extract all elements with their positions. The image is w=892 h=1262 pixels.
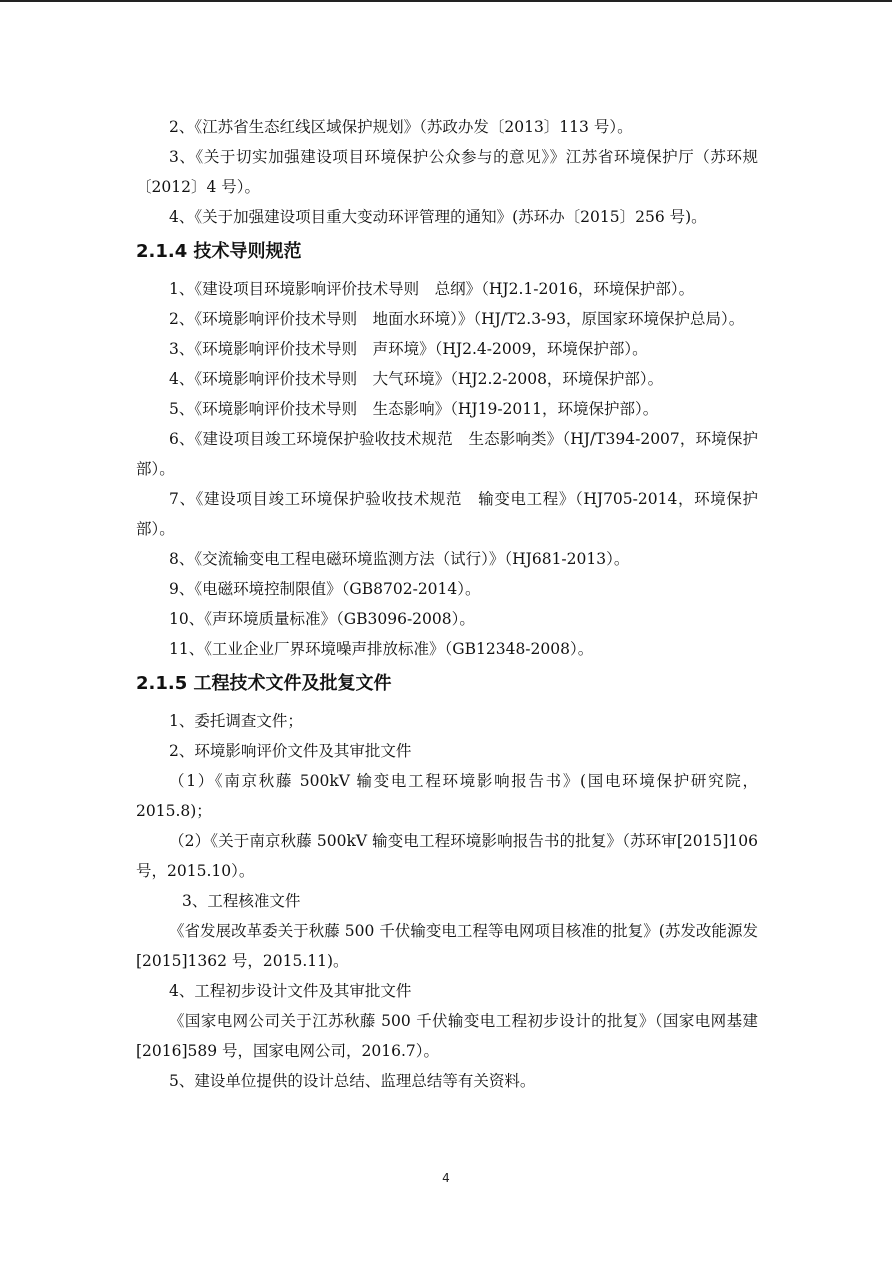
guideline-item-3: 3、《环境影响评价技术导则 声环境》（HJ2.4-2009，环境保护部）。 (169, 340, 648, 358)
guideline-item-9: 9、《电磁环境控制限值》（GB8702-2014）。 (169, 580, 481, 598)
tech-doc-p2: 2、环境影响评价文件及其审批文件 (169, 742, 412, 760)
tech-doc-p8: 《国家电网公司关于江苏秋藤 500 千伏输变电工程初步设计的批复》（国家电网基建[2016]589 号，国家电网公司，2016.7）。 (136, 1012, 758, 1060)
guideline-item-6: 6、《建设项目竣工环境保护验收技术规范 生态影响类》（HJ/T394-2007，环境保护部）。 (136, 430, 758, 478)
page-number: 4 (442, 1171, 450, 1185)
tech-doc-p7: 4、工程初步设计文件及其审批文件 (169, 982, 412, 1000)
tech-doc-p5: 3、工程核准文件 (182, 892, 301, 910)
tech-doc-p6: 《省发展改革委关于秋藤 500 千伏输变电工程等电网项目核准的批复》(苏发改能源发[2015]1362 号，2015.11)。 (136, 922, 758, 970)
reg-item-2: 2、《江苏省生态红线区域保护规划》（苏政办发〔2013〕113 号）。 (169, 118, 633, 136)
guideline-item-8: 8、《交流输变电工程电磁环境监测方法（试行）》（HJ681-2013）。 (169, 550, 630, 568)
top-rule (0, 0, 892, 2)
guideline-item-5: 5、《环境影响评价技术导则 生态影响》（HJ19-2011，环境保护部）。 (169, 400, 659, 418)
guideline-item-7: 7、《建设项目竣工环境保护验收技术规范 输变电工程》（HJ705-2014，环境保护部）。 (136, 490, 758, 538)
tech-doc-p3: （1）《南京秋藤 500kV 输变电工程环境影响报告书》(国电环境保护研究院，2015.8)； (136, 772, 758, 820)
reg-item-3: 3、《关于切实加强建设项目环境保护公众参与的意见》》江苏省环境保护厅（苏环规〔2012〕4 号）。 (136, 148, 758, 196)
document-page (136, 112, 758, 1096)
tech-doc-p1: 1、委托调查文件； (169, 712, 303, 730)
guideline-item-2: 2、《环境影响评价技术导则 地面水环境）》（HJ/T2.3-93，原国家环境保护总局）。 (169, 310, 745, 328)
guideline-item-10: 10、《声环境质量标准》（GB3096-2008）。 (169, 610, 475, 628)
heading-2-1-4: 2.1.4 技术导则规范 (136, 241, 302, 262)
heading-2-1-5: 2.1.5 工程技术文件及批复文件 (136, 673, 392, 694)
guideline-item-1: 1、《建设项目环境影响评价技术导则 总纲》（HJ2.1-2016，环境保护部）。 (169, 280, 695, 298)
guideline-item-4: 4、《环境影响评价技术导则 大气环境》（HJ2.2-2008，环境保护部）。 (169, 370, 664, 388)
reg-item-4: 4、《关于加强建设项目重大变动环评管理的通知》(苏环办〔2015〕256 号)。 (169, 208, 707, 226)
guideline-item-11: 11、《工业企业厂界环境噪声排放标准》（GB12348-2008）。 (169, 640, 594, 658)
tech-doc-p4: （2）《关于南京秋藤 500kV 输变电工程环境影响报告书的批复》（苏环审[2015]106 号，2015.10）。 (136, 832, 758, 880)
tech-doc-p9: 5、建设单位提供的设计总结、监理总结等有关资料。 (169, 1072, 536, 1090)
